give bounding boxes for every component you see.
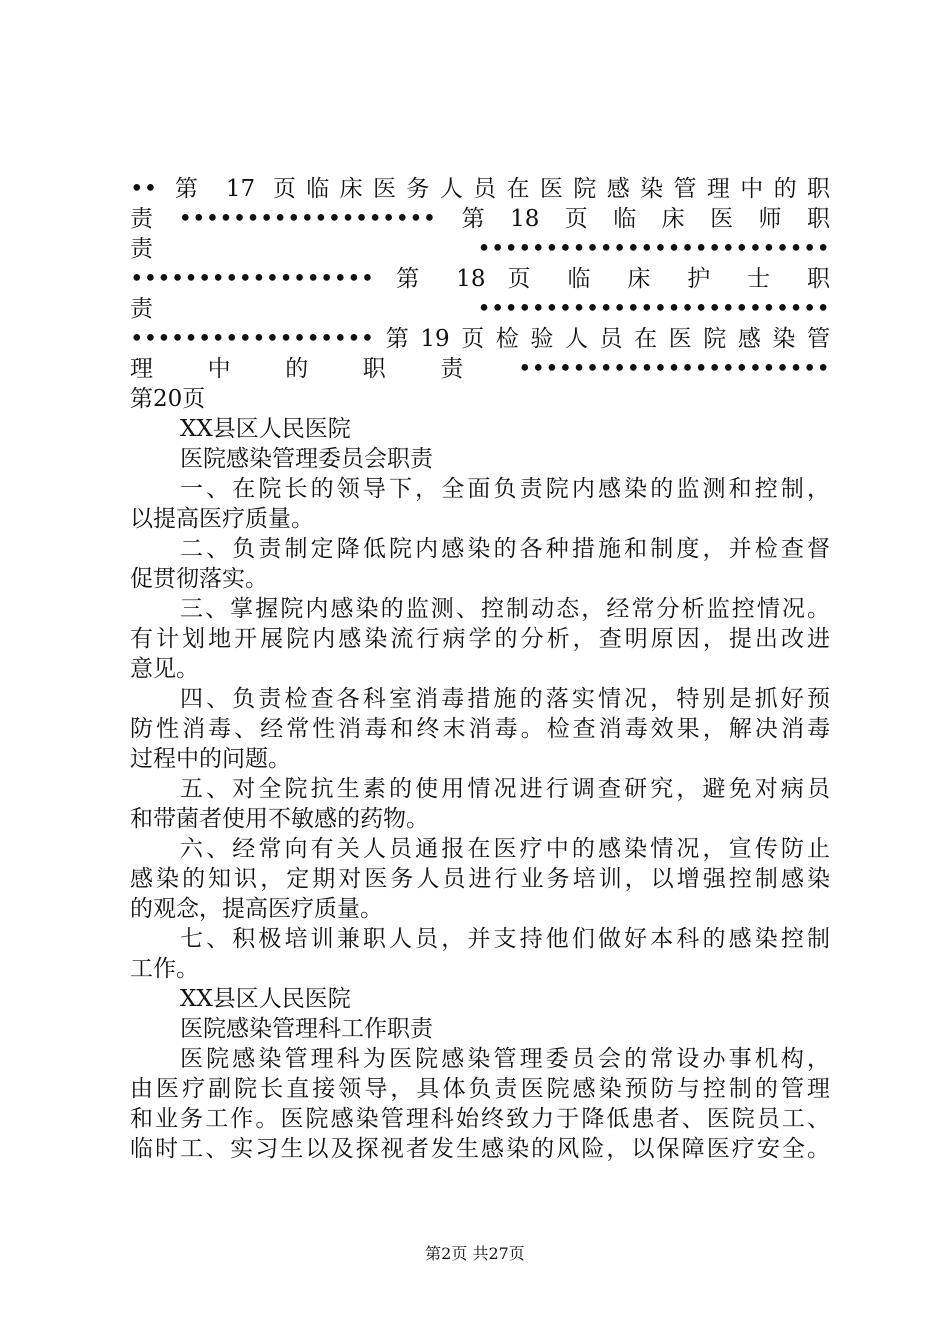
hospital-name: XX县区人民医院	[180, 416, 351, 442]
page-number: 第2页 共27页	[425, 1244, 525, 1263]
paragraph-line: 一、在院长的领导下，全面负责院内感染的监测和控制，	[180, 476, 830, 502]
paragraph-line: 和业务工作。医院感染管理科始终致力于降低患者、医院员工、	[130, 1106, 830, 1132]
toc-line: ••••••••••••••••••第19页检验人员在医院感染管	[130, 326, 830, 352]
paragraph-line: 工作。	[130, 956, 199, 982]
paragraph-line: 防性消毒、经常性消毒和终末消毒。检查消毒效果，解决消毒	[130, 716, 830, 742]
toc-line: •••••••••••••••••• 第 18 页 临 床 护 士 职	[130, 266, 830, 292]
paragraph-line: 由医疗副院长直接领导，具体负责医院感染预防与控制的管理	[130, 1076, 830, 1102]
paragraph-line: 七、积极培训兼职人员，并支持他们做好本科的感染控制	[180, 926, 830, 952]
paragraph-line: 三、掌握院内感染的监测、控制动态，经常分析监控情况。	[180, 596, 830, 622]
paragraph-line: 意见。	[130, 656, 199, 682]
paragraph-line: 过程中的问题。	[130, 746, 291, 772]
toc-line: •• 第 17 页临床医务人员在医院感染管理中的职	[130, 176, 830, 202]
paragraph-line: 六、经常向有关人员通报在医疗中的感染情况，宣传防止	[180, 836, 830, 862]
paragraph-line: 医院感染管理科为医院感染管理委员会的常设办事机构，	[180, 1046, 830, 1072]
hospital-name: XX县区人民医院	[180, 986, 351, 1012]
paragraph-line: 感染的知识，定期对医务人员进行业务培训，以增强控制感染	[130, 866, 830, 892]
paragraph-line: 的观念，提高医疗质量。	[130, 896, 383, 922]
section-title: 医院感染管理委员会职责	[180, 446, 433, 472]
page-footer	[0, 1244, 950, 1264]
section-department-duties	[130, 984, 830, 1164]
paragraph-line: 有计划地开展院内感染流行病学的分析，查明原因，提出改进	[130, 626, 830, 652]
paragraph-line: 四、负责检查各科室消毒措施的落实情况，特别是抓好预	[180, 686, 830, 712]
toc-line: 责 ••••••••••••••••••••••••••	[130, 236, 830, 262]
document-body	[130, 174, 830, 1164]
paragraph-line: 临时工、实习生以及探视者发生感染的风险，以保障医疗安全。	[130, 1136, 830, 1162]
paragraph-line: 和带菌者使用不敏感的药物。	[130, 806, 429, 832]
toc-line: 责•••••••••••••••••••第18页临床医师职	[130, 206, 830, 232]
toc-block	[130, 174, 830, 414]
toc-line: 第20页	[130, 386, 206, 412]
paragraph-line: 二、负责制定降低院内感染的各种措施和制度，并检查督	[180, 536, 830, 562]
section-title: 医院感染管理科工作职责	[180, 1016, 433, 1042]
section-committee-duties	[130, 414, 830, 984]
paragraph-line: 五、对全院抗生素的使用情况进行调查研究，避免对病员	[180, 776, 830, 802]
toc-line: 责 ••••••••••••••••••••••••••	[130, 296, 830, 322]
toc-line: 理中的职责•••••••••••••••••••••••	[130, 356, 830, 382]
paragraph-line: 以提高医疗质量。	[130, 506, 314, 532]
paragraph-line: 促贯彻落实。	[130, 566, 268, 592]
